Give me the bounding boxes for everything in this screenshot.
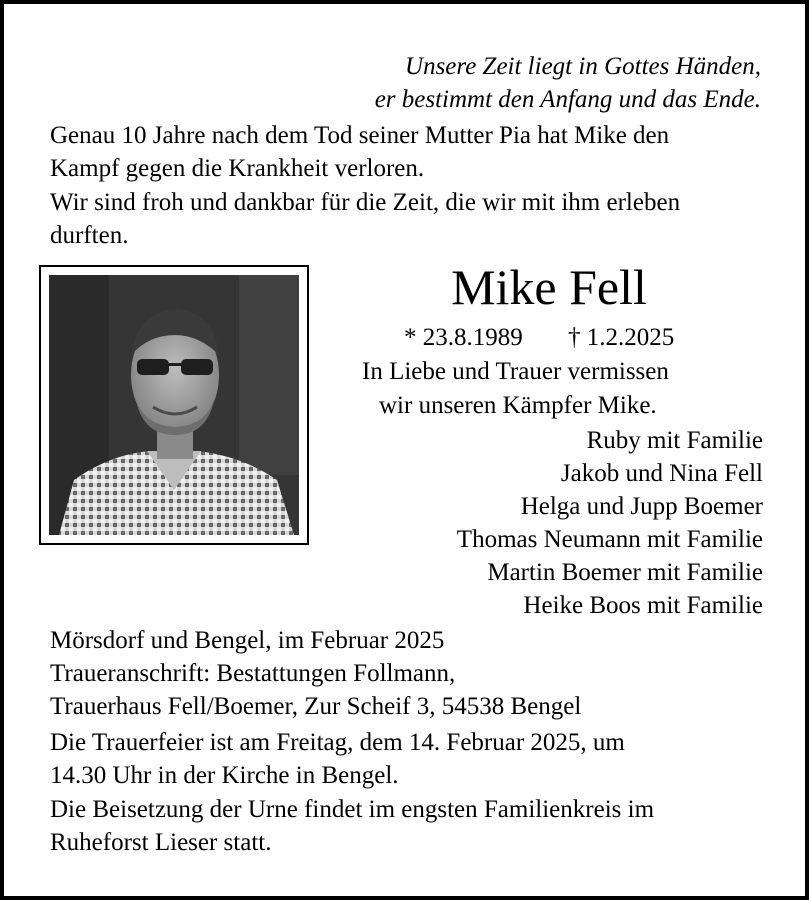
motto-line-2: er bestimmt den Anfang und das Ende. — [374, 86, 761, 113]
portrait-frame — [39, 265, 309, 545]
place-date: Mörsdorf und Bengel, im Februar 2025 — [50, 627, 445, 654]
address-line-2: Trauerhaus Fell/Boemer, Zur Scheif 3, 54538 Bengel — [50, 693, 582, 720]
mourning-line-1: In Liebe und Trauer vermissen — [362, 358, 669, 385]
intro-line-3: Wir sind froh und dankbar für die Zeit, die wir mit ihm erleben — [50, 189, 681, 216]
portrait-photo — [49, 275, 299, 535]
ceremony-line-2: 14.30 Uhr in der Kirche in Bengel. — [50, 762, 399, 789]
ceremony-line-1: Die Trauerfeier ist am Freitag, dem 14. Februar 2025, um — [50, 729, 625, 756]
birth-date: * 23.8.1989 — [404, 324, 523, 351]
mourning-line-2: wir unseren Kämpfer Mike. — [379, 392, 657, 419]
burial-line-1: Die Beisetzung der Urne findet im engsten Familienkreis im — [50, 796, 655, 823]
intro-line-2: Kampf gegen die Krankheit verloren. — [50, 155, 425, 182]
portrait-photo-icon — [49, 275, 299, 535]
death-date: † 1.2.2025 — [568, 324, 675, 351]
address-line-1: Traueranschrift: Bestattungen Follmann, — [50, 660, 456, 687]
mourner-1: Ruby mit Familie — [586, 427, 763, 454]
deceased-name: Mike Fell — [451, 259, 647, 315]
mourner-6: Heike Boos mit Familie — [523, 592, 763, 619]
mourner-3: Helga und Jupp Boemer — [520, 493, 763, 520]
mourner-4: Thomas Neumann mit Familie — [456, 526, 763, 553]
intro-line-4: durften. — [50, 222, 129, 249]
mourner-2: Jakob und Nina Fell — [560, 460, 763, 487]
mourner-5: Martin Boemer mit Familie — [487, 559, 763, 586]
motto-line-1: Unsere Zeit liegt in Gottes Händen, — [405, 53, 761, 80]
intro-line-1: Genau 10 Jahre nach dem Tod seiner Mutter Pia hat Mike den — [50, 122, 670, 149]
burial-line-2: Ruheforst Lieser statt. — [50, 829, 272, 856]
